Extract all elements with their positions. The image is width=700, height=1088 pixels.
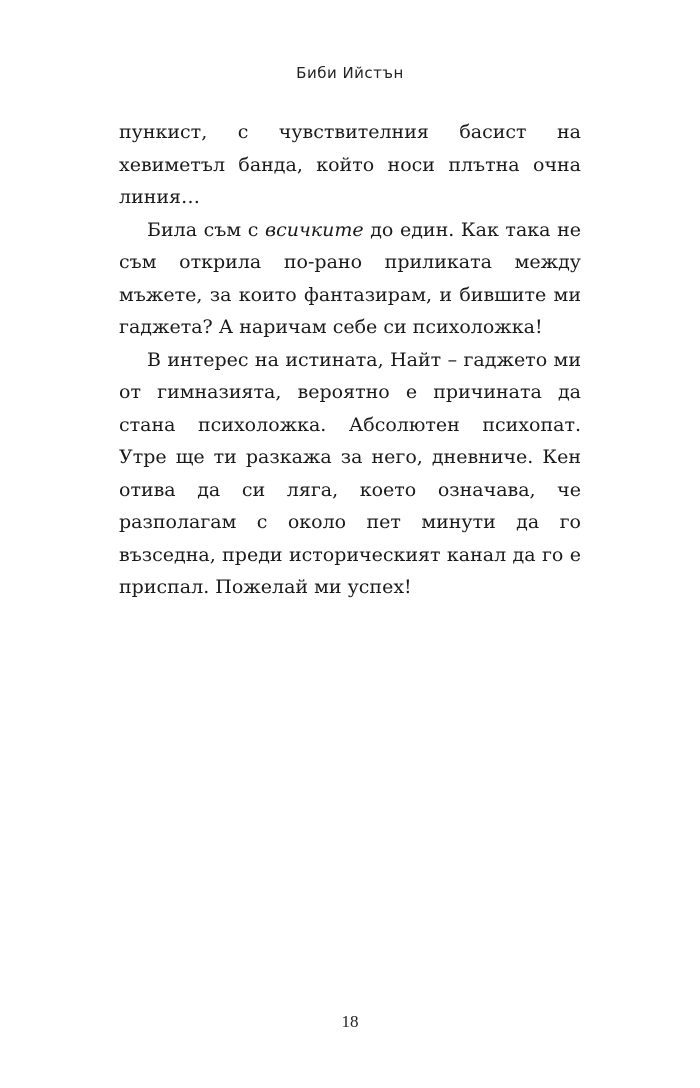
body-text xyxy=(119,116,581,604)
paragraph-2-start: Била съм с xyxy=(147,218,266,241)
paragraph-1: пункист, с чувствителния басист на хевиметъл банда, който носи плътна очна линия… xyxy=(119,121,581,208)
running-head-author: Биби Ийстън xyxy=(296,64,404,82)
paragraph-2-emphasis: всичките xyxy=(265,218,364,241)
paragraph-2-end: до един. Как така не съм открила по-рано приликата между мъжете, за които фантазирам, и бившите ми гаджета? А наричам себе си психоложка! xyxy=(119,218,581,338)
page-number: 18 xyxy=(341,1012,359,1031)
paragraph-3: В интерес на истината, Найт – гаджето ми от гимназията, вероятно е причината да стана психоложка. Абсолютен психопат. Утре ще ти разкажа за него, дневниче. Кен отива да си ляга, което означава, че разполагам с около пет минути да го възседна, преди историческият канал да го е приспал. Пожелай ми успех! xyxy=(119,348,581,598)
paragraph-2 xyxy=(119,214,581,344)
